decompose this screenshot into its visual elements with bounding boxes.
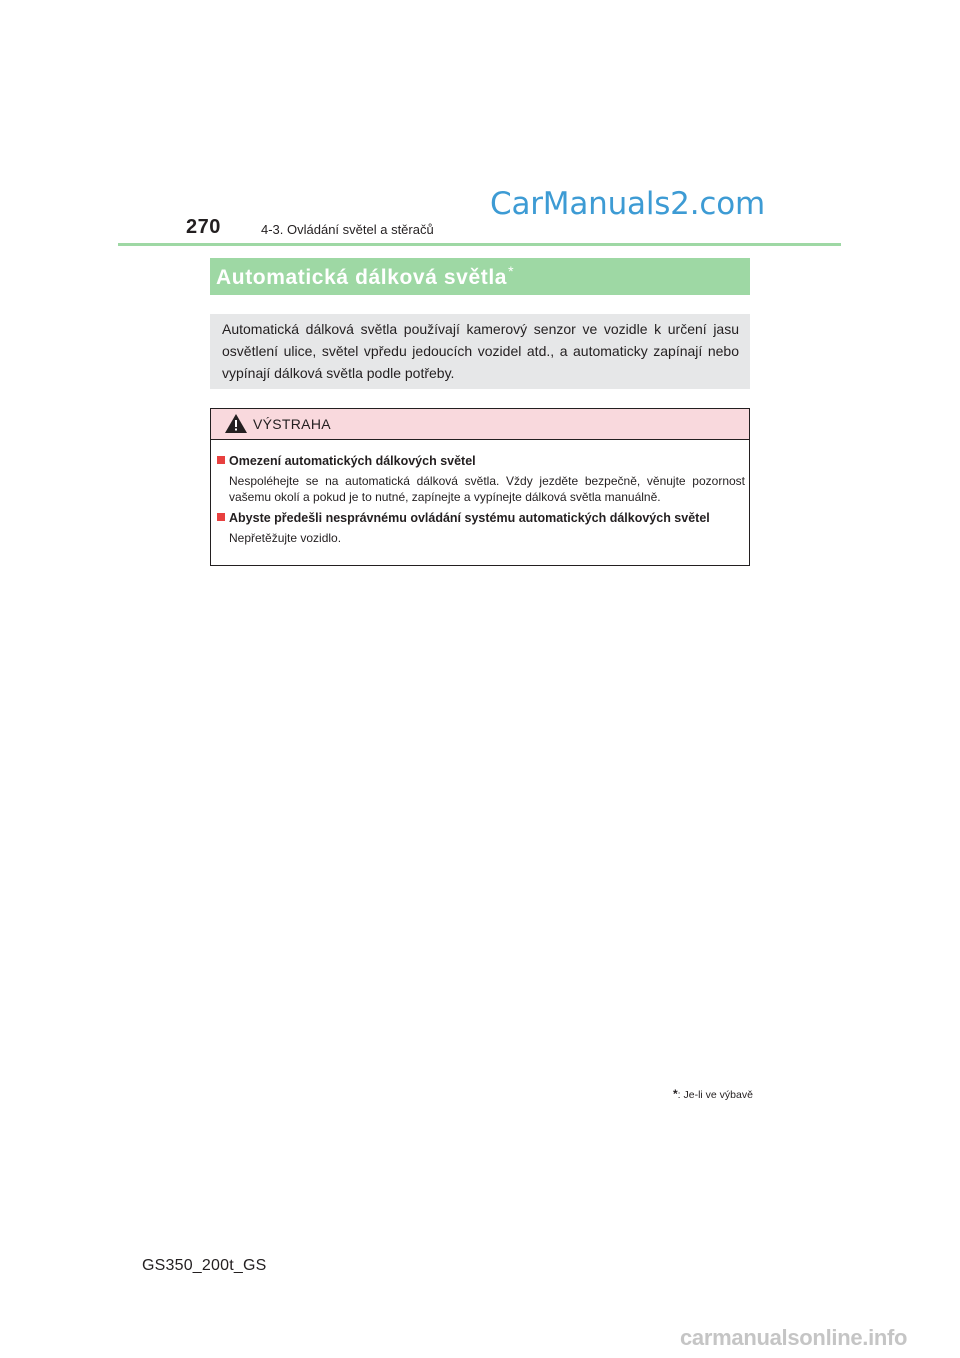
footnote-text: : Je-li ve výbavě bbox=[677, 1089, 753, 1101]
intro-text: Automatická dálková světla používají kamerový senzor ve vozidle k určení jasu osvětlení ulice, světel vpředu jedoucích vozidel atd., a automaticky zapínají nebo vypínají dálková světla podle potřeby. bbox=[222, 321, 739, 381]
section-title: 4-3. Ovládání světel a stěračů bbox=[261, 222, 434, 237]
page-number: 270 bbox=[186, 216, 221, 238]
warning-item-heading bbox=[217, 510, 745, 526]
warning-item-body: Nespoléhejte se na automatická dálková světla. Vždy jezděte bezpečně, věnujte pozornost vašemu okolí a pokud je to nutné, zapínejte a vypínejte dálková světla manuálně. bbox=[229, 474, 745, 504]
watermark-logo[interactable]: CarManuals2.com bbox=[490, 186, 765, 222]
square-bullet-icon bbox=[217, 456, 225, 464]
warning-box bbox=[210, 408, 750, 566]
warning-label: VÝSTRAHA bbox=[253, 416, 331, 432]
chapter-title-bar bbox=[210, 258, 750, 295]
warning-item-heading-text: Omezení automatických dálkových světel bbox=[229, 454, 476, 468]
warning-triangle-icon bbox=[225, 414, 247, 433]
optional-equipment-marker: * bbox=[508, 263, 515, 279]
header-divider bbox=[118, 243, 841, 246]
warning-item-body: Nepřetěžujte vozidlo. bbox=[229, 531, 342, 545]
warning-header bbox=[211, 409, 749, 440]
warning-item-heading bbox=[217, 453, 745, 469]
warning-item-heading-text: Abyste předešli nesprávnému ovládání systému automatických dálkových světel bbox=[229, 511, 710, 525]
page-title-text: Automatická dálková světla bbox=[216, 266, 508, 289]
footnote-marker: * bbox=[673, 1087, 678, 1101]
warning-item bbox=[217, 510, 745, 546]
warning-item bbox=[217, 453, 745, 505]
footer-watermark[interactable]: carmanualsonline.info bbox=[680, 1325, 908, 1350]
square-bullet-icon bbox=[217, 513, 225, 521]
page-title bbox=[216, 263, 514, 290]
intro-box bbox=[210, 314, 750, 389]
footnote bbox=[673, 1087, 753, 1101]
model-code: GS350_200t_GS bbox=[142, 1257, 267, 1274]
